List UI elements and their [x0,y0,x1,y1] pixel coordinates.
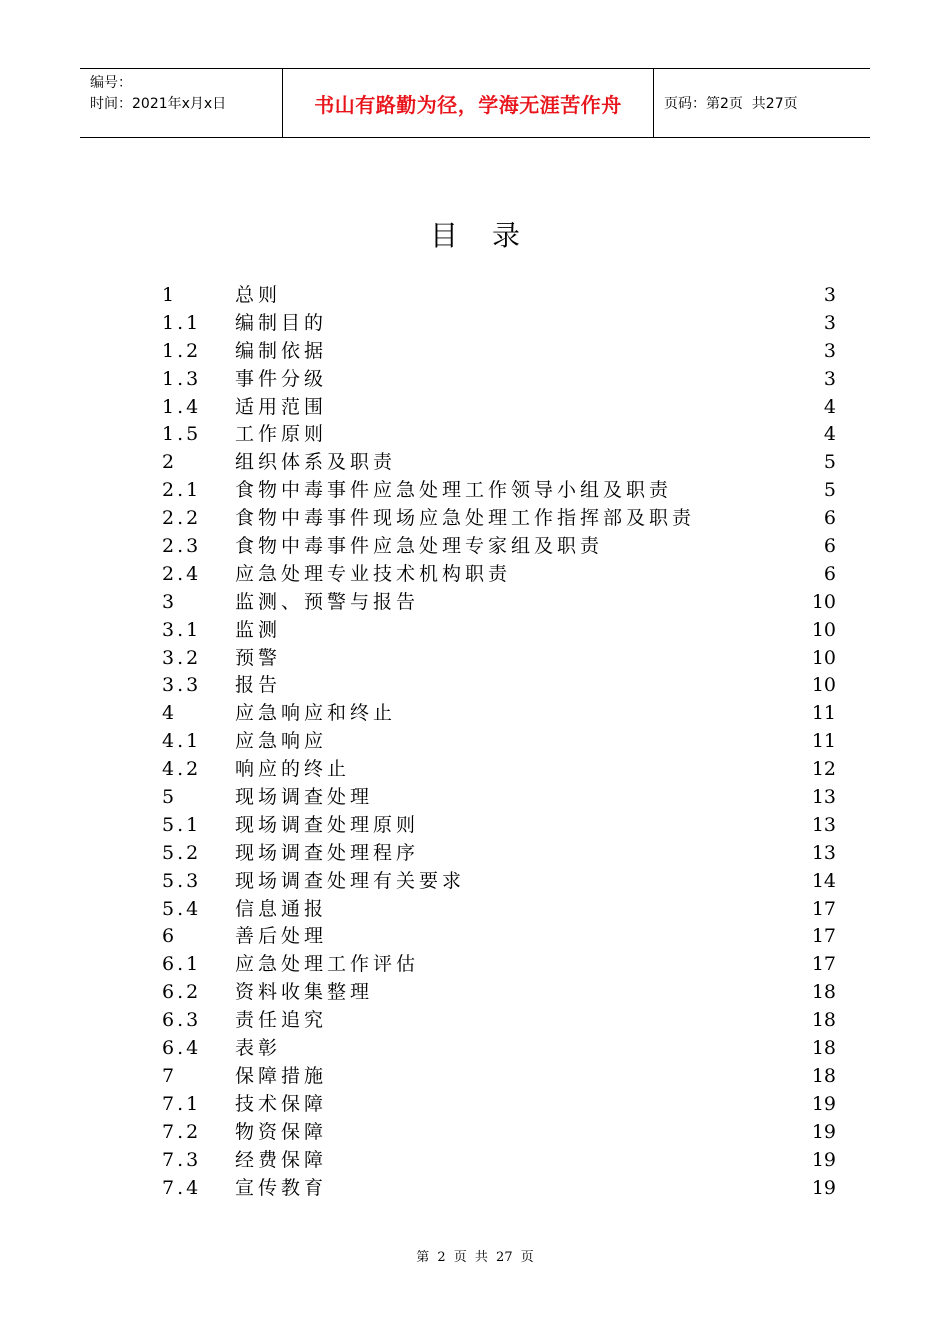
toc-entry-number: 6.1 [162,953,202,976]
toc-entry-title: 食物中毒事件应急处理工作领导小组及职责 [235,479,673,502]
toc-entry-page: 18 [811,1064,836,1087]
toc-entry-page: 3 [823,339,836,362]
toc-entry-title: 报告 [235,674,282,697]
toc-entry[interactable] [160,784,836,812]
toc-entry[interactable] [160,366,836,394]
toc-entry[interactable] [160,728,836,756]
toc-entry-page: 6 [823,562,836,585]
toc-entry-number: 2 [162,451,178,474]
toc-entry-page: 10 [811,646,836,669]
toc-entry-title: 编制依据 [235,339,328,362]
toc-title: 目录 [429,219,554,252]
toc-entry-title: 应急响应 [235,730,328,753]
toc-entry-title: 技术保障 [235,1092,328,1115]
toc-entry-page: 13 [811,813,836,836]
toc-entry[interactable] [160,1119,836,1147]
toc-entry-number: 5 [162,786,178,809]
toc-entry-page: 17 [811,925,836,948]
toc-entry-number: 6.3 [162,1009,202,1032]
toc-entry-title: 资料收集整理 [235,981,374,1004]
toc-entry-number: 5.2 [162,841,202,864]
toc-entry-page: 10 [811,674,836,697]
toc-entry-title: 食物中毒事件现场应急处理工作指挥部及职责 [235,507,696,530]
toc-entry-number: 3 [162,590,178,613]
toc-entry-number: 4 [162,702,178,725]
toc-entry-title: 食物中毒事件应急处理专家组及职责 [235,535,604,558]
toc-entry[interactable] [160,1063,836,1091]
toc-entry[interactable] [160,840,836,868]
toc-entry-page: 3 [823,311,836,334]
toc-entry-number: 7.1 [162,1092,202,1115]
toc-entry-number: 3.2 [162,646,202,669]
toc-entry-title: 现场调查处理有关要求 [235,869,466,892]
toc-entry-page: 12 [811,758,836,781]
toc-entry-page: 11 [811,702,836,725]
toc-entry-title: 善后处理 [235,925,328,948]
toc-entry-title: 监测 [235,618,282,641]
toc-entry[interactable] [160,310,836,338]
toc-entry-title: 适用范围 [235,395,328,418]
toc-entry[interactable] [160,672,836,700]
toc-entry-page: 18 [811,981,836,1004]
toc-entry-page: 13 [811,786,836,809]
toc-entry-title: 监测、预警与报告 [235,590,420,613]
toc-entry-title: 表彰 [235,1037,282,1060]
toc-entry-page: 4 [823,423,836,446]
toc-entry-number: 5.1 [162,813,202,836]
header-page-info [654,69,870,137]
toc-entry-page: 17 [811,953,836,976]
toc-entry-title: 组织体系及职责 [235,451,397,474]
toc-entry-page: 4 [823,395,836,418]
toc-entry-title: 响应的终止 [235,758,351,781]
toc-entry-title: 应急处理工作评估 [235,953,420,976]
toc-entry[interactable] [160,1007,836,1035]
toc-entry[interactable] [160,394,836,422]
toc-entry-number: 1.3 [162,367,202,390]
toc-entry[interactable] [160,868,836,896]
toc-entry[interactable] [160,951,836,979]
toc-entry-title: 编制目的 [235,311,328,334]
page-info-text: 页码：第2页 共27页 [664,96,798,112]
toc-entry-number: 1 [162,284,178,306]
toc-entry[interactable] [160,1147,836,1175]
toc-entry-page: 19 [811,1148,836,1171]
toc-entry[interactable] [160,812,836,840]
header-motto: 书山有路勤为径，学海无涯苦作舟 [282,69,654,137]
toc-entry-title: 总则 [235,284,282,306]
toc-entry-number: 2.4 [162,562,202,585]
toc-entry-title: 现场调查处理原则 [235,813,420,836]
toc-entry[interactable] [160,896,836,924]
toc-entry-page: 19 [811,1120,836,1143]
toc-entry-page: 17 [811,897,836,920]
toc-entry[interactable] [160,505,836,533]
toc-entry-number: 2.1 [162,479,202,502]
document-number-label: 编号： [90,75,132,91]
toc-entry-page: 18 [811,1009,836,1032]
toc-entry-page: 5 [823,479,836,502]
toc-entry-page: 6 [823,507,836,530]
toc-entry-number: 1.4 [162,395,202,418]
toc-entry-title: 物资保障 [235,1120,328,1143]
toc-entry-page: 10 [811,618,836,641]
toc-entry-page: 6 [823,535,836,558]
toc-entry-page: 13 [811,841,836,864]
toc-entry[interactable] [160,645,836,673]
toc-entry-page: 5 [823,451,836,474]
toc-entry[interactable] [160,449,836,477]
toc-entry[interactable] [160,700,836,728]
toc-entry-title: 应急响应和终止 [235,702,397,725]
toc-entry-title: 事件分级 [235,367,328,390]
toc-entry-page: 10 [811,590,836,613]
toc-entry[interactable] [160,1175,836,1203]
toc-entry-number: 6.4 [162,1037,202,1060]
toc-entry-title: 预警 [235,646,282,669]
toc-entry[interactable] [160,561,836,589]
toc-entry-title: 应急处理专业技术机构职责 [235,562,512,585]
toc-entry-number: 1.2 [162,339,202,362]
document-date: 时间：2021年x月x日 [90,96,227,112]
toc-entry-number: 7.3 [162,1148,202,1171]
toc-entry-title: 经费保障 [235,1148,328,1171]
toc-entry-number: 1.1 [162,311,202,334]
table-of-contents [160,282,836,1202]
toc-entry-page: 18 [811,1037,836,1060]
toc-entry-title: 工作原则 [235,423,328,446]
toc-entry-number: 4.2 [162,758,202,781]
page-header [80,68,870,138]
toc-entry-number: 4.1 [162,730,202,753]
toc-entry[interactable] [160,979,836,1007]
toc-entry-number: 6.2 [162,981,202,1004]
toc-entry-number: 7 [162,1064,178,1087]
toc-entry-number: 7.4 [162,1176,202,1199]
toc-entry-number: 2.3 [162,535,202,558]
toc-entry-number: 5.3 [162,869,202,892]
toc-entry[interactable] [160,617,836,645]
toc-entry-page: 3 [823,367,836,390]
toc-entry[interactable] [160,923,836,951]
toc-entry-number: 5.4 [162,897,202,920]
toc-entry[interactable] [160,282,836,310]
toc-entry[interactable] [160,1035,836,1063]
toc-entry-number: 2.2 [162,507,202,530]
toc-entry-title: 宣传教育 [235,1176,328,1199]
toc-entry-page: 3 [823,284,836,306]
toc-entry[interactable] [160,1091,836,1119]
toc-entry-title: 现场调查处理 [235,786,374,809]
header-meta [80,69,282,137]
toc-entry-page: 14 [811,869,836,892]
toc-entry[interactable] [160,589,836,617]
toc-entry-title: 保障措施 [235,1064,328,1087]
toc-entry-title: 责任追究 [235,1009,328,1032]
toc-entry-number: 6 [162,925,178,948]
toc-entry-page: 19 [811,1176,836,1199]
toc-entry[interactable] [160,477,836,505]
toc-entry-number: 1.5 [162,423,202,446]
toc-entry-number: 3.1 [162,618,202,641]
toc-entry-title: 现场调查处理程序 [235,841,420,864]
toc-entry[interactable] [160,338,836,366]
toc-entry-number: 3.3 [162,674,202,697]
toc-entry[interactable] [160,756,836,784]
toc-entry[interactable] [160,421,836,449]
toc-entry[interactable] [160,533,836,561]
toc-entry-title: 信息通报 [235,897,328,920]
page-footer: 第 2 页 共 27 页 [416,1250,534,1265]
toc-entry-page: 11 [811,730,836,753]
toc-entry-number: 7.2 [162,1120,202,1143]
toc-entry-page: 19 [811,1092,836,1115]
